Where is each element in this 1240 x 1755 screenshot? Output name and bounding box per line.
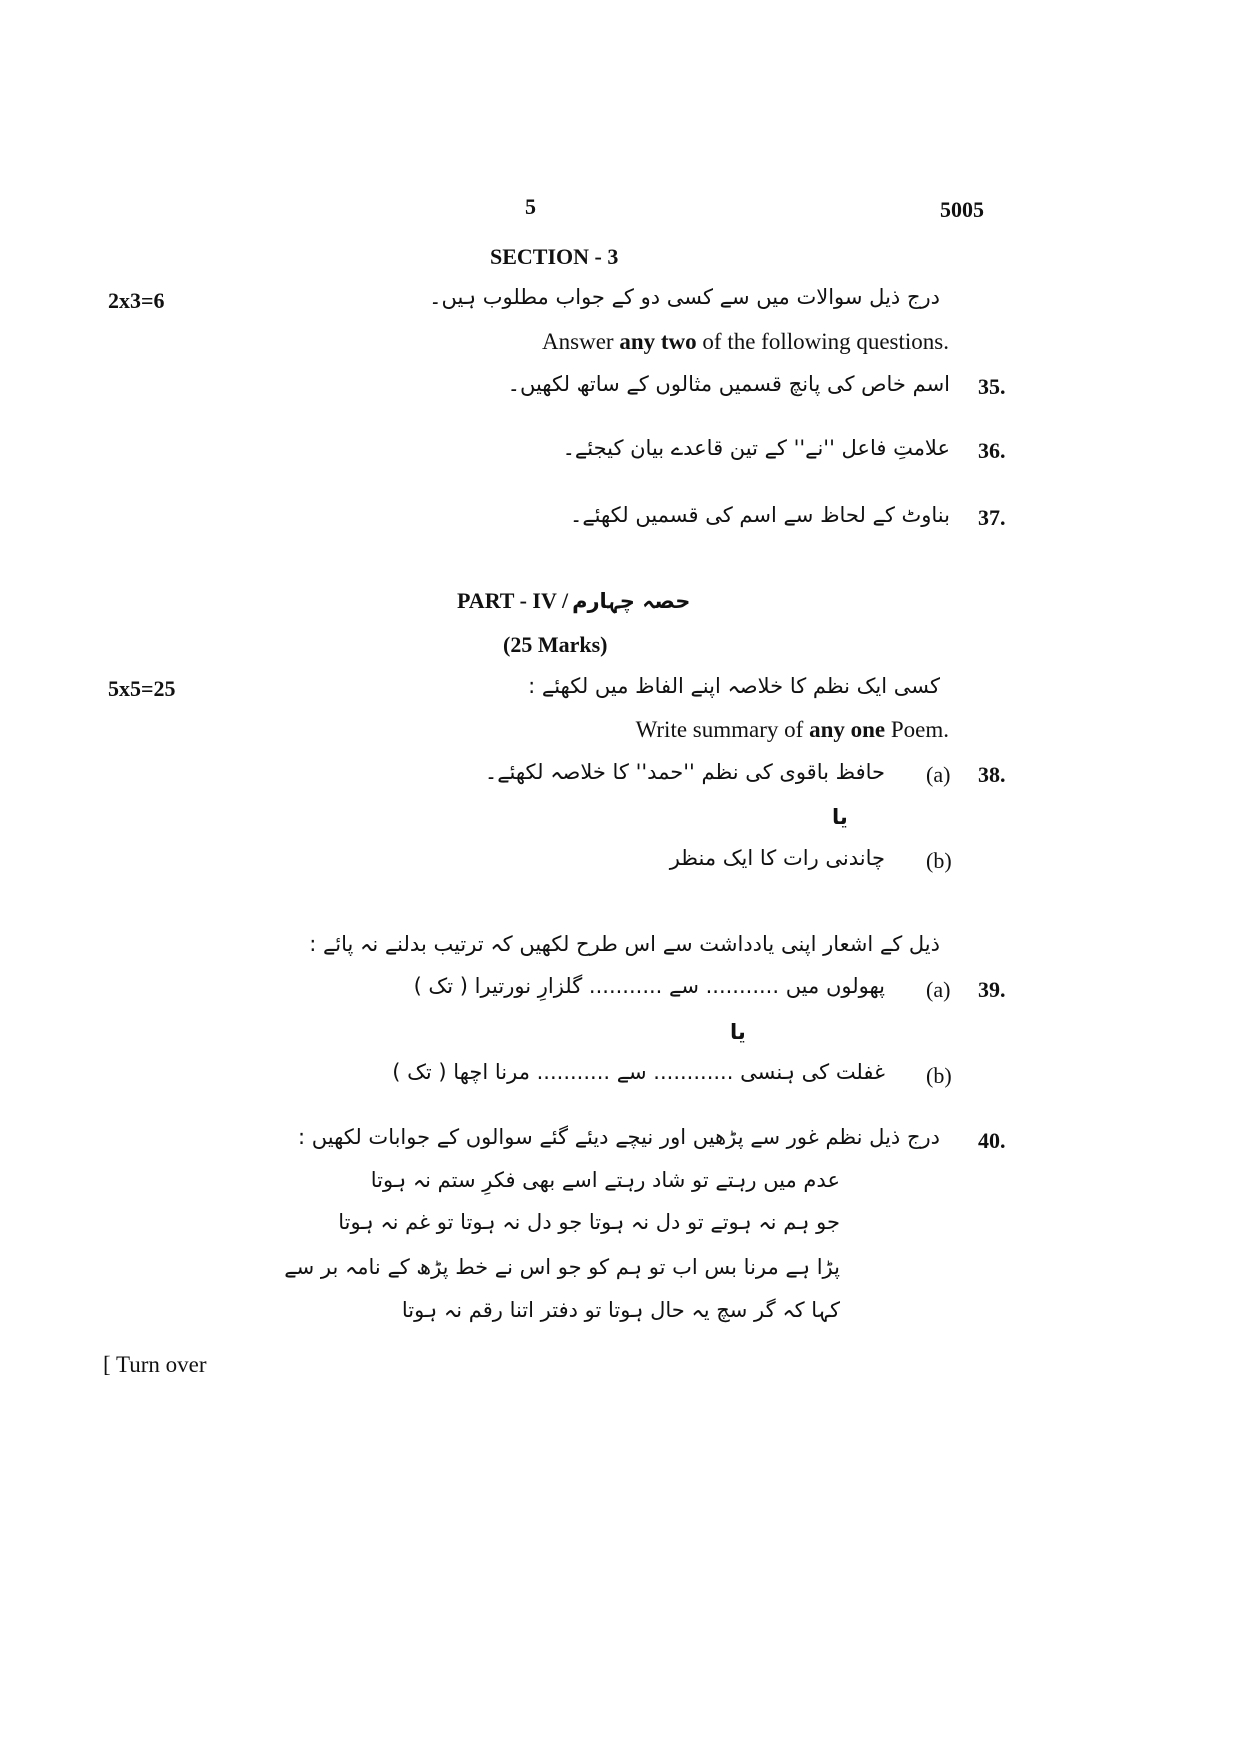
section-3-marks: 2x3=6 [108,288,165,313]
question-39-a-text: پھولوں میں ........... سے ........... گلزارِ نورتیرا ( تک ) [413,974,885,998]
poem-verse: عدم میں رہتے تو شاد رہتے اسے بھی فکرِ ستم نہ ہوتا [370,1168,840,1192]
part-4-total-marks: (25 Marks) [503,632,608,657]
question-40-number: 40. [978,1128,1006,1153]
poem-verse: جو ہم نہ ہوتے تو دل نہ ہوتا جو دل نہ ہوتا تو غم نہ ہوتا [338,1210,840,1234]
page-number: 5 [525,194,536,219]
part-4-marks: 5x5=25 [108,676,176,701]
question-36-text: علامتِ فاعل ''نے'' کے تین قاعدے بیان کیجئے۔ [562,436,950,460]
question-39-number: 39. [978,977,1006,1002]
question-35-number: 35. [978,374,1006,399]
question-38-a-label: (a) [926,762,951,787]
question-36-number: 36. [978,438,1006,463]
section-3-instruction-urdu: درج ذیل سوالات میں سے کسی دو کے جواب مطلوب ہیں۔ [429,285,940,309]
paper-code: 5005 [940,197,984,222]
question-38-or: یا [832,805,848,829]
section-3-title: SECTION - 3 [490,244,619,269]
question-35-text: اسم خاص کی پانچ قسمیں مثالوں کے ساتھ لکھیں۔ [507,372,950,396]
question-38-number: 38. [978,762,1006,787]
part-4-title: PART - IV / حصہ چہارم [457,588,691,613]
section-3-instruction-english: Answer any two of the following questions. [542,329,949,354]
question-39-a-label: (a) [926,977,951,1002]
question-39-or: یا [730,1020,746,1044]
question-39-intro: ذیل کے اشعار اپنی یادداشت سے اس طرح لکھیں کہ ترتیب بدلنے نہ پائے : [309,932,940,956]
question-39-b-text: غفلت کی ہنسی ............ سے ........... مرنا اچھا ( تک ) [392,1060,885,1084]
part-4-instruction-english: Write summary of any one Poem. [635,717,949,742]
question-38-b-label: (b) [926,848,952,873]
question-37-number: 37. [978,505,1006,530]
question-38-b-text: چاندنی رات کا ایک منظر [669,846,885,870]
poem-verse: پڑا ہے مرنا بس اب تو ہم کو جو اس نے خط پڑھ کے نامہ بر سے [284,1255,840,1279]
question-38-a-text: حافظ باقوی کی نظم ''حمد'' کا خلاصہ لکھئے۔ [484,760,885,784]
poem-verse: کہا کہ گر سچ یہ حال ہوتا تو دفتر اتنا رقم نہ ہوتا [401,1298,840,1322]
question-40-intro: درج ذیل نظم غور سے پڑھیں اور نیچے دیئے گئے سوالوں کے جوابات لکھیں : [298,1125,940,1149]
question-39-b-label: (b) [926,1063,952,1088]
question-37-text: بناوٹ کے لحاظ سے اسم کی قسمیں لکھئے۔ [570,503,950,527]
part-4-instruction-urdu: کسی ایک نظم کا خلاصہ اپنے الفاظ میں لکھئے : [528,674,940,698]
turn-over-note: [ Turn over [103,1352,207,1377]
